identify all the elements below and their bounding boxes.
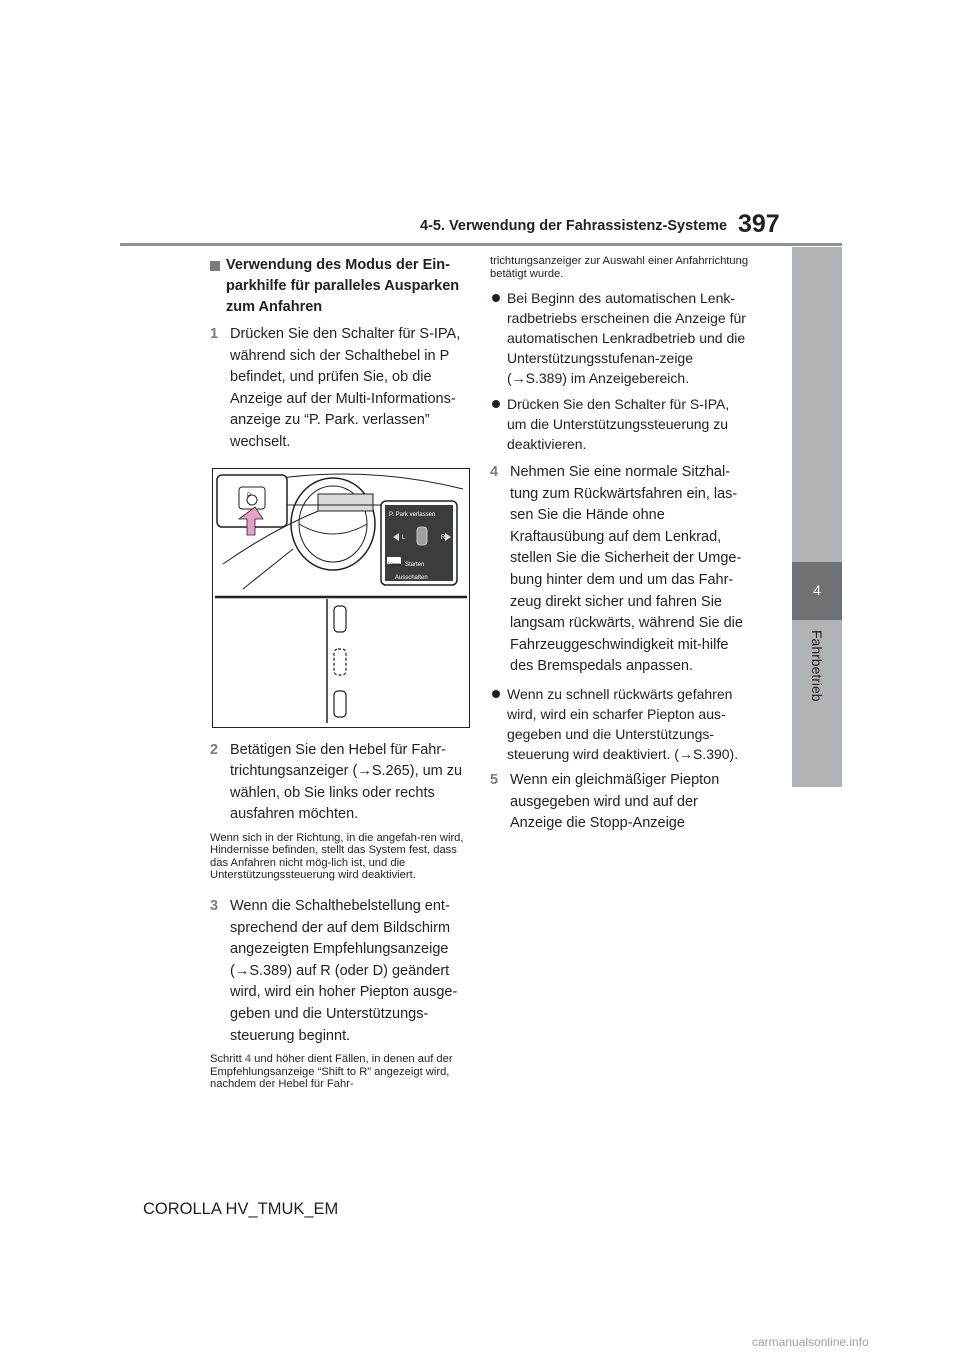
note-step-ref: 4 bbox=[244, 1053, 252, 1066]
screen-left-label: L bbox=[402, 534, 406, 541]
step-3 bbox=[210, 896, 472, 1047]
step-text: Wenn die Schalthebelstellung ent-sprechend der auf dem Bildschirm angezeigten Empfehlungsanzeige (→S.389) auf R (oder D) geändert wird, wird ein hoher Piepton ausge-geben und die Unterstützungs-steuerung beginnt. bbox=[230, 897, 458, 1044]
model-code: COROLLA HV_TMUK_EM bbox=[143, 1200, 339, 1218]
page-number: 397 bbox=[738, 210, 780, 238]
step-number: 3 bbox=[210, 897, 219, 914]
heading-square-icon bbox=[210, 261, 220, 271]
step-1 bbox=[210, 324, 472, 454]
step-number: 5 bbox=[490, 771, 499, 788]
bullet-dot-icon bbox=[492, 294, 500, 302]
step-text: Betätigen Sie den Hebel für Fahr-trichtungsanzeiger (→S.265), um zu wählen, ob Sie links oder rechts ausfahren möchten. bbox=[230, 741, 463, 823]
dashboard-illustration bbox=[213, 469, 469, 727]
car-rear-icon bbox=[334, 691, 346, 717]
section-heading bbox=[210, 255, 472, 318]
note-post: und höher dient Fällen, in denen auf der Empfehlungsanzeige “Shift to R” angezeigt wird, nachdem der Hebel für Fahr- bbox=[210, 1053, 453, 1091]
step-2 bbox=[210, 740, 472, 826]
step-text: Nehmen Sie eine normale Sitzhal-tung zum Rückwärtsfahren ein, las-sen Sie die Hände ohne Kraftausübung auf dem Lenkrad, stellen Sie die Sicherheit der Umge-bung hinter dem und um das Fahr-zeug direkt sicher und fahren Sie langsam rückwärts, während Sie die Fahrzeuggeschwindigkeit mit-hilfe des Bremspedals anpassen. bbox=[510, 464, 743, 675]
bullet-text: Bei Beginn des automatischen Lenk-radbetriebs erscheinen die Anzeige für automatischen Lenkradbetrieb und die Unterstützungsstufenan-zeige (→S.389) im Anzeigebereich. bbox=[507, 290, 746, 386]
bullet-text: Drücken Sie den Schalter für S-IPA, um die Unterstützungssteuerung zu deaktivieren. bbox=[507, 396, 730, 452]
step-5 bbox=[490, 770, 752, 835]
screen-title: P. Park verlassen bbox=[389, 511, 436, 518]
step-text: Wenn ein gleichmäßiger Piepton ausgegeben wird und auf der Anzeige die Stopp-Anzeige bbox=[510, 771, 720, 832]
chapter-label-wrap bbox=[792, 630, 842, 750]
note-step4 bbox=[210, 1053, 472, 1091]
header-rule bbox=[120, 243, 842, 246]
watermark: carmanualsonline.info bbox=[752, 1335, 869, 1349]
note-continued: trichtungsanzeiger zur Auswahl einer Anfahrrichtung betätigt wurde. bbox=[490, 255, 749, 280]
step-number: 2 bbox=[210, 741, 219, 758]
car-top-icon bbox=[417, 527, 427, 545]
step-4 bbox=[490, 462, 752, 678]
illustration bbox=[212, 468, 470, 728]
bullet-3 bbox=[490, 684, 752, 764]
sipa-switch-icon bbox=[239, 487, 265, 509]
chapter-label: Fahrbetrieb bbox=[809, 630, 825, 702]
step-number: 1 bbox=[210, 326, 219, 342]
bullet-dot-icon bbox=[492, 690, 500, 698]
right-column bbox=[490, 255, 752, 841]
screen-off-label: Ausschalten bbox=[395, 574, 428, 581]
switch-label: P bbox=[247, 492, 252, 499]
bullet-2 bbox=[490, 394, 752, 454]
left-column bbox=[210, 255, 472, 1105]
bullet-1 bbox=[490, 288, 752, 388]
car-front-icon bbox=[334, 606, 346, 632]
note-obstacles: Wenn sich in der Richtung, in die angefah-ren wird, Hindernisse befinden, stellt das System fest, dass das Anfahren nicht mög-lich ist, und die Unterstützungssteuerung wird deaktiviert. bbox=[210, 831, 464, 882]
step-text: Drücken Sie den Schalter für S-IPA, während sich der Schalthebel in P befindet, und prüfen Sie, ob die Anzeige auf der Multi-Informations-anzeige zu “P. Park. verlassen” wechselt. bbox=[230, 326, 461, 450]
note-pre: Schritt bbox=[210, 1053, 242, 1066]
screen-start-label: Starten bbox=[405, 561, 425, 568]
bullet-dot-icon bbox=[492, 400, 500, 408]
bullet-text: Wenn zu schnell rückwärts gefahren wird, wird ein scharfer Piepton aus-gegeben und die Unterstützungs-steuerung wird deaktiviert. (→S.390). bbox=[507, 685, 739, 762]
screen-right-label: R bbox=[441, 534, 446, 541]
car-own-icon bbox=[334, 649, 346, 675]
section-title: 4-5. Verwendung der Fahrassistenz-Systeme bbox=[420, 218, 728, 234]
step-number: 4 bbox=[490, 464, 499, 480]
section-heading-text: Verwendung des Modus der Ein-parkhilfe für paralleles Ausparken zum Anfahren bbox=[226, 257, 460, 315]
screen-forward-badge: Vorw. bbox=[388, 561, 402, 568]
chapter-number: 4 bbox=[813, 582, 821, 598]
